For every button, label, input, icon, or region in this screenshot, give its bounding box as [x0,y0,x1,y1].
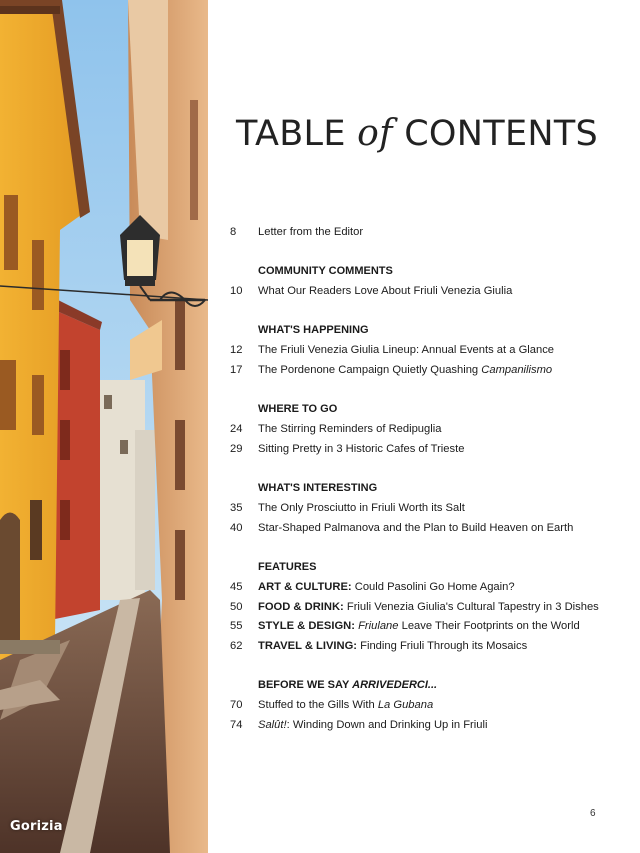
toc-entry-title: The Only Prosciutto in Friuli Worth its Salt [258,502,465,514]
toc-page-number: 24 [230,423,243,435]
toc-entry-text: The Pordenone Campaign Quietly Quashing [258,364,482,376]
toc-entry-label: ART & CULTURE: [258,581,352,593]
toc-page-number: 74 [230,719,243,731]
section-heading-italic: ARRIVEDERCI... [352,679,438,691]
toc-entry-title: Sitting Pretty in 3 Historic Cafes of Trieste [258,443,465,455]
page-title [236,113,598,154]
toc-page-number: 62 [230,640,243,652]
toc-page-number: 35 [230,502,243,514]
toc-entry-italic: Salût! [258,719,287,731]
toc-entry-title: The Stirring Reminders of Redipuglia [258,423,442,435]
toc-entry-title: Letter from the Editor [258,226,364,238]
section-heading: FEATURES [258,561,317,573]
toc-page-number: 12 [230,344,243,356]
toc-entry-title: What Our Readers Love About Friuli Venezia Giulia [258,285,513,297]
page-number: 6 [590,808,596,819]
toc-entry-title [258,699,433,711]
toc-page-number: 70 [230,699,243,711]
title-post: CONTENTS [392,114,599,154]
toc-entry-text: Friuli Venezia Giulia's Cultural Tapestry in 3 Dishes [343,601,599,613]
toc-entry-text: Stuffed to the Gills With [258,699,378,711]
toc-page-number: 55 [230,620,243,632]
toc-entry-text: Finding Friuli Through its Mosaics [357,640,528,652]
section-heading-text: BEFORE WE SAY [258,679,353,691]
section-heading: WHAT'S HAPPENING [258,324,369,336]
toc-page-number: 45 [230,581,243,593]
section-heading: WHERE TO GO [258,403,338,415]
toc-page-number: 17 [230,364,243,376]
toc-entry-italic: Friulane [358,620,399,632]
toc-entry-label: TRAVEL & LIVING: [258,640,358,652]
toc-entry-title [258,364,552,376]
section-heading: WHAT'S INTERESTING [258,482,378,494]
toc-entry-title: The Friuli Venezia Giulia Lineup: Annual Events at a Glance [258,344,555,356]
photo-caption: Gorizia [10,819,63,834]
toc-page-number: 8 [230,226,237,238]
toc-page-number: 50 [230,601,243,613]
toc-entry-italic: Campanilismo [481,364,553,376]
toc-page-number: 10 [230,285,243,297]
toc-entry-label: FOOD & DRINK: [258,601,344,613]
toc-entry-title [258,581,515,593]
toc-page-number: 29 [230,443,243,455]
toc-entry-text: Leave Their Footprints on the World [398,620,580,632]
section-heading [258,679,437,691]
toc-entry-label: STYLE & DESIGN: [258,620,355,632]
toc-entry-italic: La Gubana [377,699,434,711]
street-photo [0,0,208,853]
toc-entry-title [258,620,580,632]
toc-entry-text: : Winding Down and Drinking Up in Friuli [286,719,488,731]
toc-page-number: 40 [230,522,243,534]
title-pre: TABLE [236,114,358,154]
title-of: of [357,113,393,154]
toc-entry-title [258,640,527,652]
toc-entry-title [258,601,599,613]
toc-entry-title: Star-Shaped Palmanova and the Plan to Build Heaven on Earth [258,522,574,534]
section-heading: COMMUNITY COMMENTS [258,265,393,277]
toc-entry-title [258,719,487,731]
toc-entry-text: Could Pasolini Go Home Again? [351,581,515,593]
